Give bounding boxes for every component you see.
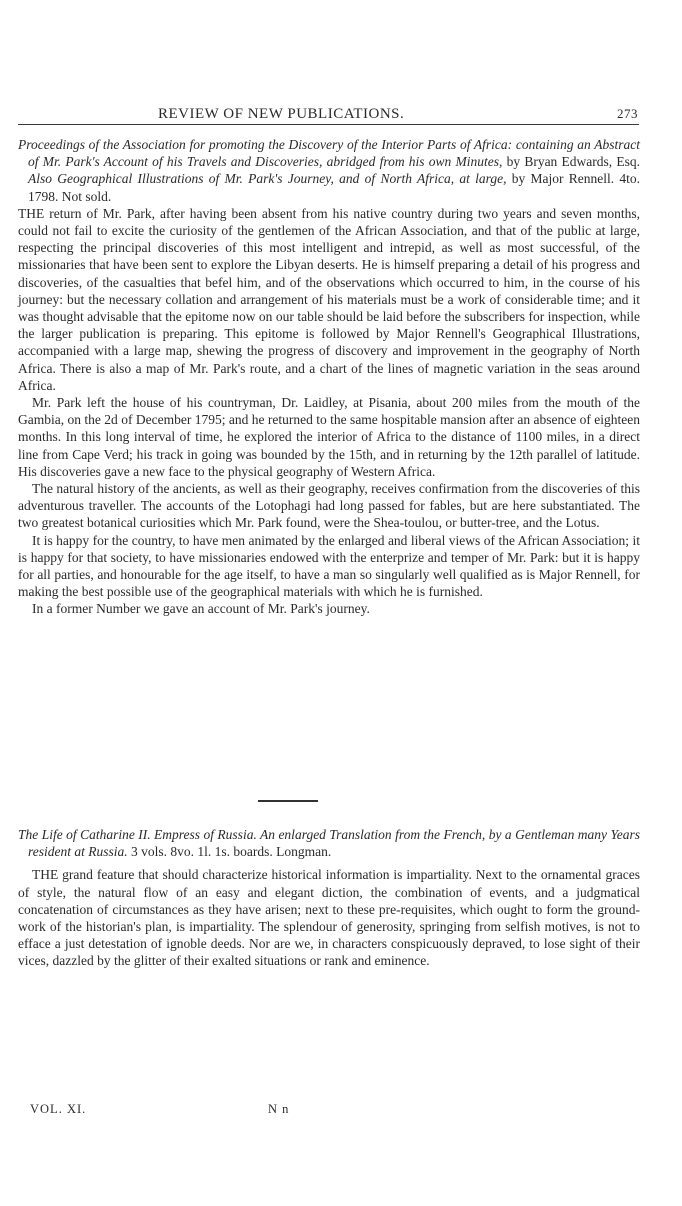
paragraph: Mr. Park left the house of his countryman, Dr. Laidley, at Pisania, about 200 miles from the mouth of the Gambia, on the 2d of December 1795; and he returned to the same hospitable mansion after an absence of eighteen months. In this long interval of time, he explored the interior of Africa to the distance of 1100 miles, in a direct line from Cape Verd; his track in going was bounded by the 15th, and in returning by the 12th parallel of latitude. His discoveries gave a new face to the physical geography of Western Africa. [18,395,640,479]
page-number: 273 [617,106,638,121]
article-title-park [18,136,640,205]
paragraph: It is happy for the country, to have men animated by the enlarged and liberal views of the African Association; it is happy for that society, to have missionaries endowed with the enterprize and temper of Mr. Park: but it is happy for all parties, and honourable for the age itself, to have a man so singularly well qualified as is Major Rennell, for making the best possible use of the geographical materials with which he is furnished. [18,532,640,600]
running-header [18,106,638,126]
signature-mark: N n [268,1102,290,1116]
paragraph: The natural history of the ancients, as well as their geography, receives confirmation from the discoveries of this adventurous traveller. The accounts of the Lotophagi had long passed for fables, but are here substantiated. The two greatest botanical curiosities which Mr. Park found, were the Shea-toulou, or butter-tree, and the Lotus. [18,481,640,531]
title-italic: Proceedings of the Association for promoting the Discovery of the Interior Parts of Africa: containing an Abstract of Mr. Park's Account of his Travels and Discoveries, abridged from his own Minutes, [18,137,640,170]
article-park [18,136,640,618]
paragraph: THE grand feature that should characterize historical information is impartiality. Next to the ornamental graces of style, the natural flow of an easy and elegant diction, the combination of events, and a judgmatical concatenation of circumstances as they have arisen; next to these pre-requisites, which ought to form the ground-work of the historian's plan, is impartiality. The splendour of generosity, springing from selfish motives, is not to efface a just detestation of ignoble deeds. Nor are we, in characters conspicuously depraved, to lose sight of their vices, dazzled by the glitter of their exalted situations or rank and eminence. [18,867,640,969]
title-imprint: by Major Rennell. 4to. 1798. Not sold. [28,171,640,204]
title-author: by Bryan Edwards, Esq. [502,154,640,170]
title-italic: The Life of Catharine II. Empress of Russia. An enlarged Translation from the French, by a Gentleman many Years resident at Russia. [18,827,640,860]
header-rule [18,124,639,125]
title-italic-2: Also Geographical Illustrations of Mr. Park's Journey, and of North Africa, at large, [28,171,507,187]
paragraph: THE return of Mr. Park, after having been absent from his native country during two years and seven months, could not fail to excite the curiosity of the gentlemen of the African Association, and that of the public at large, respecting the principal discoveries of this most intelligent and intrepid, as well as most successful, of the missionaries that have been sent to explore the Libyan deserts. He is himself preparing a detail of his progress and discoveries, of the casualties that befel him, and of the observations which occurred to him, in the course of his journey: but the necessary collation and arrangement of his materials must be a work of considerable time; and it was thought advisable that the epitome now on our table should be laid before the subscribers for inspection, while the larger publication is preparing. This epitome is followed by Major Rennell's Geographical Illustrations, accompanied with a large map, shewing the progress of discovery and improvement in the geography of North Africa. There is also a map of Mr. Park's route, and a chart of the lines of magnetic variation in the seas around Africa. [18,205,640,393]
paragraph: In a former Number we gave an account of Mr. Park's journey. [32,601,370,617]
volume-number: VOL. XI. [30,1102,87,1116]
running-title: REVIEW OF NEW PUBLICATIONS. [158,106,405,122]
title-imprint: 3 vols. 8vo. 1l. 1s. boards. Longman. [127,844,332,860]
